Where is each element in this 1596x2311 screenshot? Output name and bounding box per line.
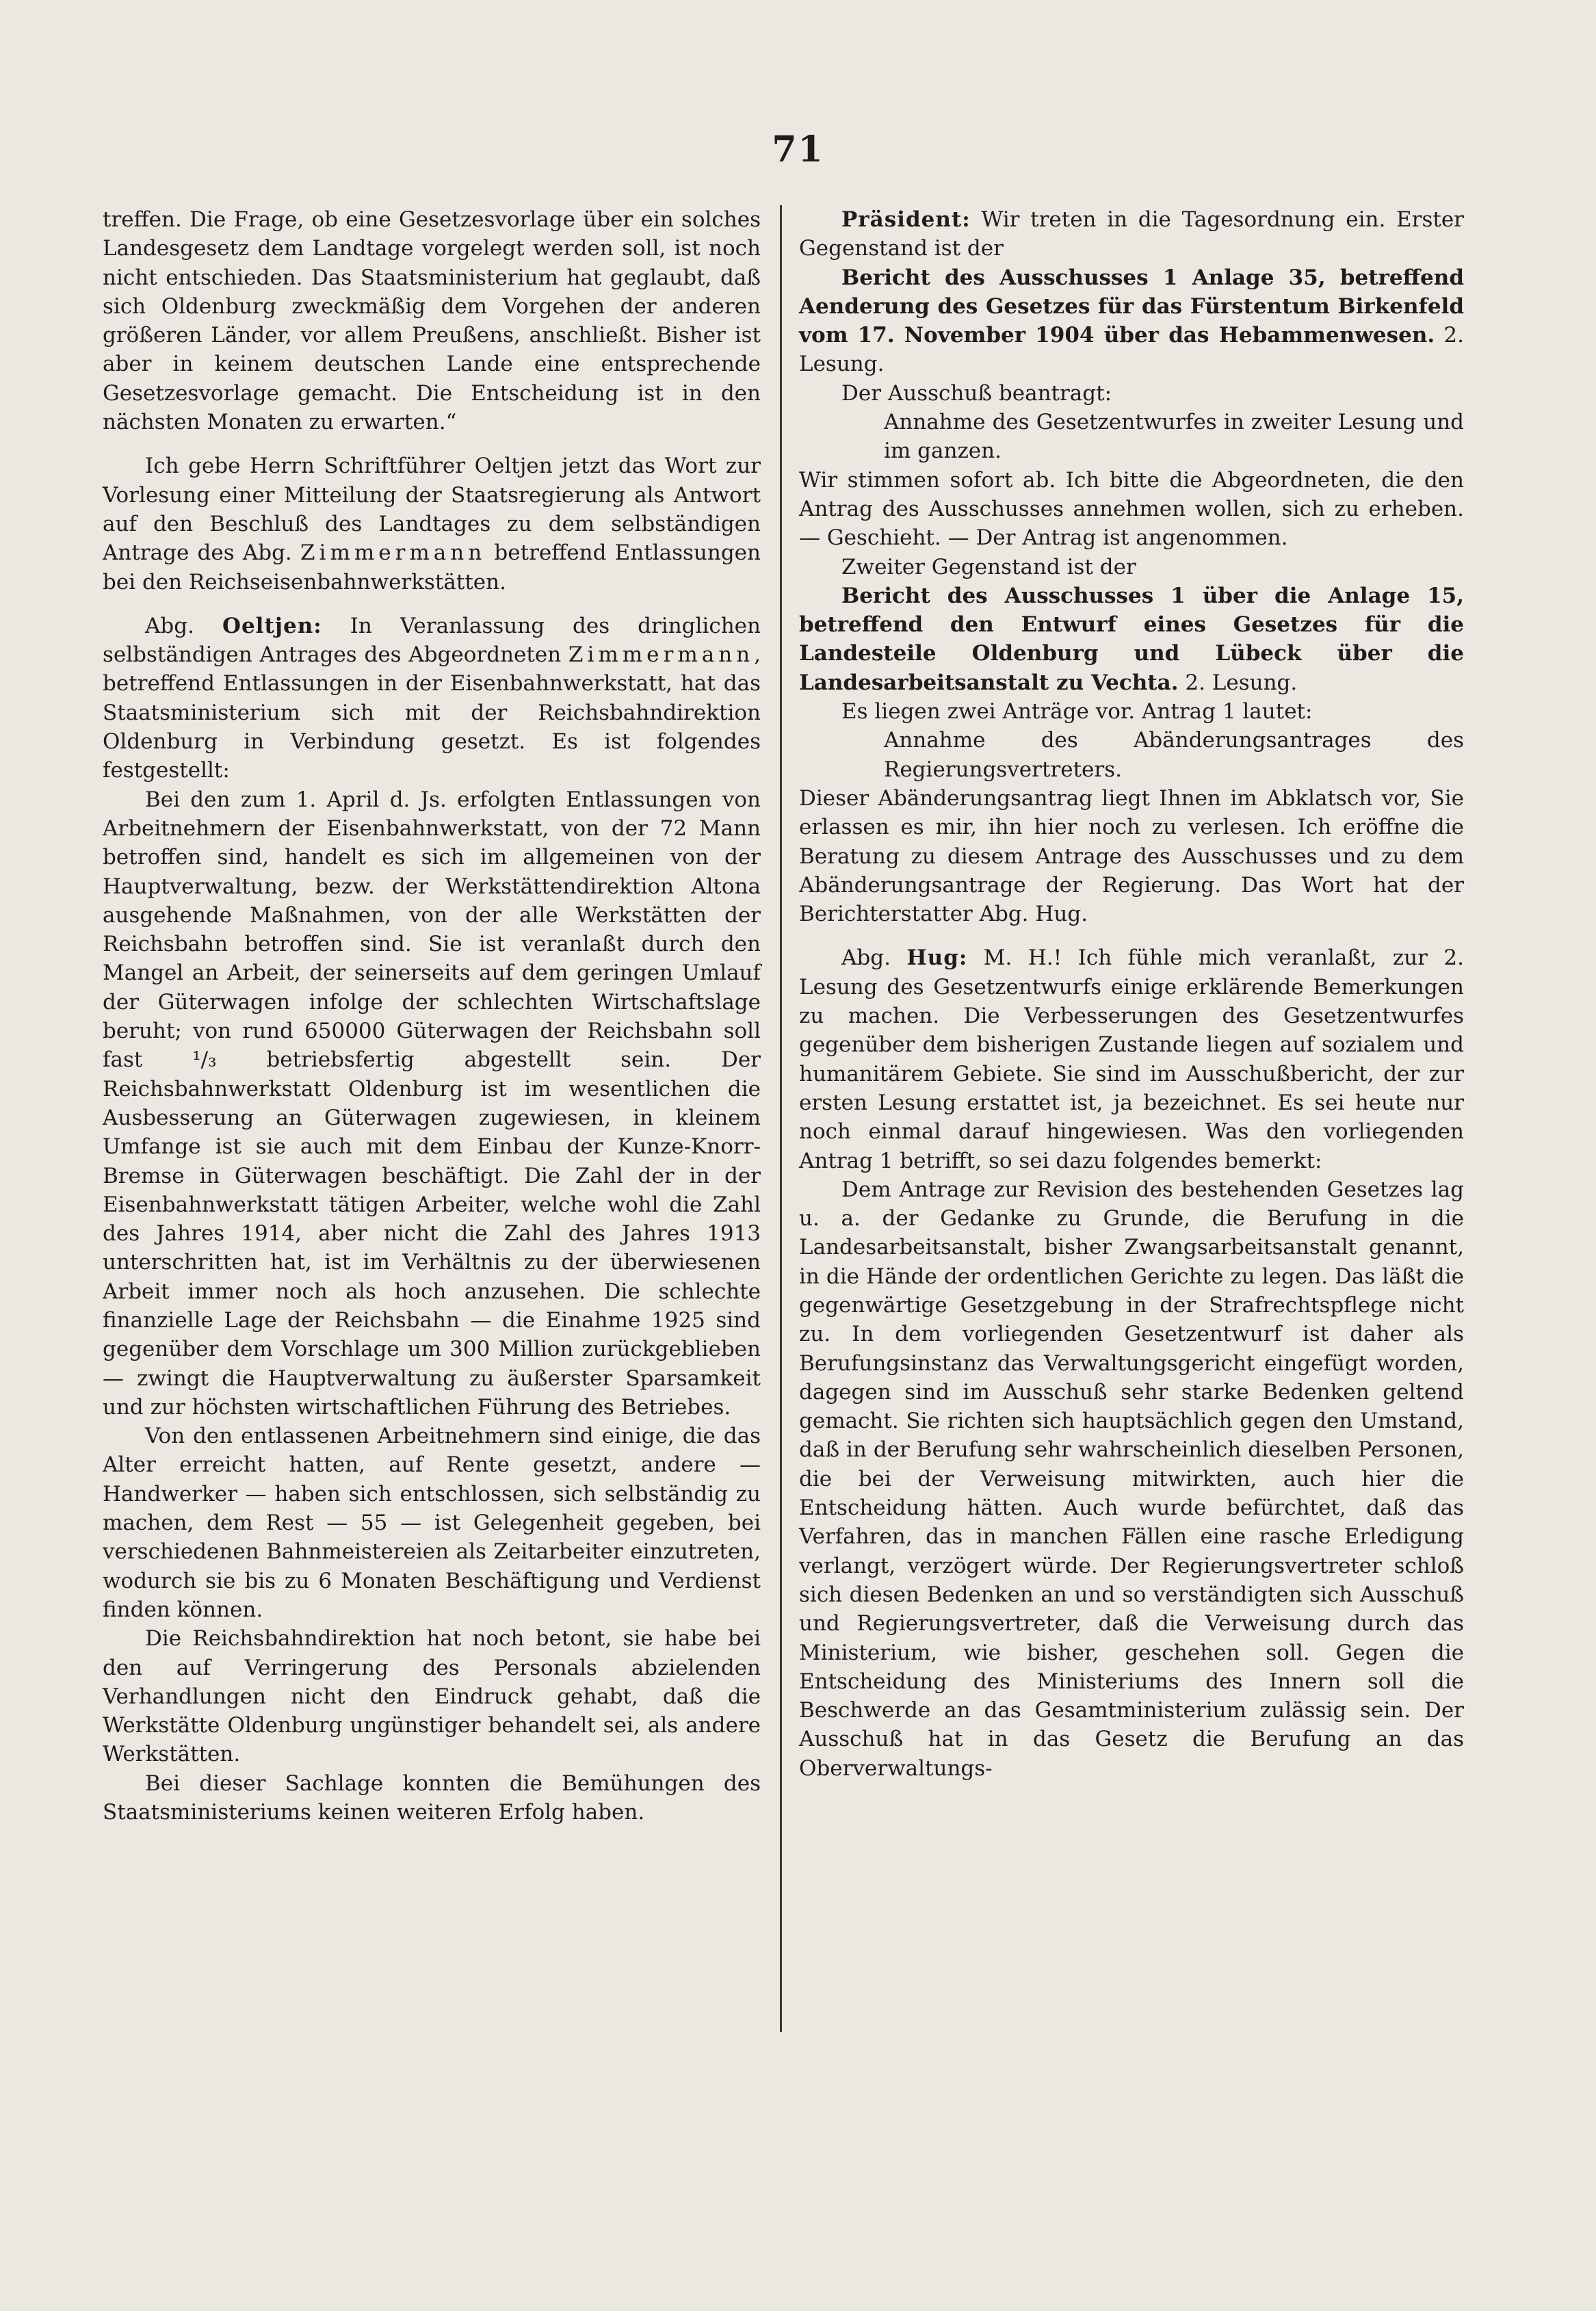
right-column — [799, 205, 1464, 1783]
title-text: Bericht des Ausschusses 1 Anlage 35, betreffend Aenderung des Gesetzes für das Fürstentum Birkenfeld vom 17. November 1904 über das Hebammenwesen. — [799, 265, 1464, 348]
speaker-name: Oeltjen: — [222, 613, 322, 638]
title-text: Bericht des Ausschusses 1 über die Anlage 15, betreffend den Entwurf eines Gesetzes für die Landesteile Oldenburg und Lübeck über die Landesarbeitsanstalt zu Vechta. — [799, 583, 1464, 695]
speaker-name: Hug: — [906, 945, 968, 971]
motion-text: Annahme des Abänderungsantrages des Regierungsvertreters. — [884, 728, 1464, 782]
paragraph: Die Reichsbahndirektion hat noch betont, sie habe bei den auf Verringerung des Personals abzielenden Verhandlungen nicht den Eindruck gehabt, daß die Werkstätte Oldenburg ungünstiger behandelt sei, als andere Werkstätten. — [103, 1626, 761, 1767]
paragraph — [799, 205, 1464, 263]
paragraph: Der Ausschuß beantragt: — [841, 380, 1112, 406]
page-number: 71 — [772, 129, 824, 170]
text-run: Ich gebe Herrn Schriftführer Oeltjen jetzt das Wort zur Vorlesung einer Mitteilung der Staatsregierung als Antwort auf den Beschluß des Landtages zu dem selbständigen Antrage des Abg. — [103, 454, 761, 566]
paragraph: treffen. Die Frage, ob eine Gesetzesvorlage über ein solches Landesgesetz dem Landtage vorgelegt werden soll, ist noch nicht entschieden. Das Staatsministerium hat geglaubt, daß sich Oldenburg zweckmäßig dem Vorgehen der anderen größeren Länder, vor allem Preußens, anschließt. Bisher ist aber in keinem deutschen Lande eine entsprechende Gesetzesvorlage gemacht. Die Entscheidung ist in den nächsten Monaten zu erwarten.“ — [103, 207, 761, 435]
paragraph: Bei dieser Sachlage konnten die Bemühungen des Staatsministeriums keinen weiteren Erfolg haben. — [103, 1771, 761, 1825]
text-run: 2. Lesung. — [799, 323, 1465, 377]
text-run: betreffend Entlassungen bei den Reichseisenbahnwerkstätten. — [103, 540, 761, 595]
text-run: M. H.! Ich fühle mich veranlaßt, zur 2. Lesung des Gesetzentwurfs einige erklärende Bemerkungen zu machen. Die Verbesserungen des Gesetzentwurfes gegenüber dem bisherigen Zustande liegen auf sozialem und humanitärem Gebiete. Sie sind im Ausschußbericht, der zur ersten Lesung erstattet ist, ja bezeichnet. Es sei heute nur noch einmal darauf hingewiesen. Was den vorliegenden Antrag 1 betrifft, so sei dazu folgendes bemerkt: — [799, 945, 1464, 1173]
paragraph: Bei den zum 1. April d. Js. erfolgten Entlassungen von Arbeitnehmern der Eisenbahnwerkstatt, von der 72 Mann betroffen sind, handelt es sich im allgemeinen von der Hauptverwaltung, bezw. der Werkstättendirektion Altona ausgehende Maßnahmen, von der alle Werkstätten der Reichsbahn betroffen sind. Sie ist veranlaßt durch den Mangel an Arbeit, der seinerseits auf dem geringen Umlauf der Güterwagen infolge der schlechten Wirtschaftslage beruht; von rund 650000 Güterwagen der Reichsbahn soll fast ¹/₃ betriebsfertig abgestellt sein. Der Reichsbahnwerkstatt Oldenburg ist im wesentlichen die Ausbesserung an Güterwagen zugewiesen, in kleinem Umfange ist sie auch mit dem Einbau der Kunze-Knorr-Bremse in Güterwagen beschäftigt. Die Zahl der in der Eisenbahnwerkstatt tätigen Arbeiter, welche wohl die Zahl des Jahres 1914, aber nicht die Zahl des Jahres 1913 unterschritten hat, ist im Verhältnis zu der überwiesenen Arbeit immer noch als hoch anzusehen. Die schlechte finanzielle Lage der Reichsbahn — die Einahme 1925 sind gegenüber dem Vorschlage um 300 Million zurückgeblieben — zwingt die Hauptverwaltung zu äußerster Sparsamkeit und zur höchsten wirtschaftlichen Führung des Betriebes. — [103, 787, 761, 1420]
agenda-item-title — [799, 582, 1464, 697]
agenda-item-title — [799, 263, 1464, 379]
person-name: Zimmermann — [300, 540, 486, 566]
paragraph — [799, 943, 1464, 1175]
paragraph: Von den entlassenen Arbeitnehmern sind einige, die das Alter erreicht hatten, auf Rente gesetzt, andere — Handwerker — haben sich entschlossen, sich selbständig zu machen, dem Rest — 55 — ist Gelegenheit gegeben, bei verschiedenen Bahnmeistereien als Zeitarbeiter einzutreten, wodurch sie bis zu 6 Monaten Beschäftigung und Verdienst finden können. — [103, 1424, 761, 1622]
motion-text: Annahme des Gesetzentwurfes in zweiter Lesung und im ganzen. — [884, 410, 1464, 464]
text-run: Abg. — [145, 613, 222, 638]
paragraph: Dieser Abänderungsantrag liegt Ihnen im Abklatsch vor, Sie erlassen es mir, ihn hier noch zu verlesen. Ich eröffne die Beratung zu diesem Antrage des Ausschusses und zu dem Abänderungsantrage der Regierung. Das Wort hat der Berichterstatter Abg. Hug. — [799, 785, 1464, 927]
text-run: Abg. — [841, 945, 907, 971]
person-name: Zimmermann — [568, 642, 755, 668]
text-run: In Veranlassung des dringlichen selbständigen Antrages des Abgeordneten — [103, 613, 761, 668]
paragraph — [103, 612, 761, 785]
text-run: Wir treten in die Tagesordnung ein. Erster Gegenstand ist der — [799, 207, 1464, 261]
paragraph: Dem Antrage zur Revision des bestehenden Gesetzes lag u. a. der Gedanke zu Grunde, die Berufung in die Landesarbeitsanstalt, bisher Zwangsarbeitsanstalt genannt, in die Hände der ordentlichen Gerichte zu legen. Das läßt die gegenwärtige Gesetzgebung in der Strafrechtspflege nicht zu. In dem vorliegenden Gesetzentwurf ist daher als Berufungsinstanz das Verwaltungsgericht eingefügt worden, dagegen sind im Ausschuß sehr starke Bedenken geltend gemacht. Sie richten sich hauptsächlich gegen den Umstand, daß in der Berufung sehr wahrscheinlich dieselben Personen, die bei der Verweisung mitwirkten, auch hier die Entscheidung hätten. Auch wurde befürchtet, daß das Verfahren, das in manchen Fällen eine rasche Erledigung verlangt, verzögert würde. Der Regierungsvertreter schloß sich diesen Bedenken an und so verständigten sich Ausschuß und Regierungsvertreter, daß die Verweisung durch das Ministerium, wie bisher, geschehen soll. Gegen die Entscheidung des Ministeriums des Innern soll die Beschwerde an das Gesamtministerium zulässig sein. Der Ausschuß hat in das Gesetz die Berufung an das Oberverwaltungs- — [799, 1177, 1464, 1781]
paragraph: Wir stimmen sofort ab. Ich bitte die Abgeordneten, die den Antrag des Ausschusses annehmen wollen, sich zu erheben. — Geschieht. — Der Antrag ist angenommen. — [799, 467, 1464, 551]
left-column — [103, 205, 761, 1827]
paragraph: Es liegen zwei Anträge vor. Antrag 1 lautet: — [841, 699, 1313, 724]
text-run: , betreffend Entlassungen in der Eisenbahnwerkstatt, hat das Staatsministerium sich mit der Reichsbahndirektion Oldenburg in Verbindung gesetzt. Es ist folgendes festgestellt: — [103, 642, 761, 783]
text-run: 2. Lesung. — [1178, 670, 1298, 695]
paragraph: Zweiter Gegenstand ist der — [841, 554, 1136, 579]
speaker-name: Präsident: — [841, 207, 971, 232]
column-divider — [780, 205, 782, 2032]
paragraph — [103, 452, 761, 596]
